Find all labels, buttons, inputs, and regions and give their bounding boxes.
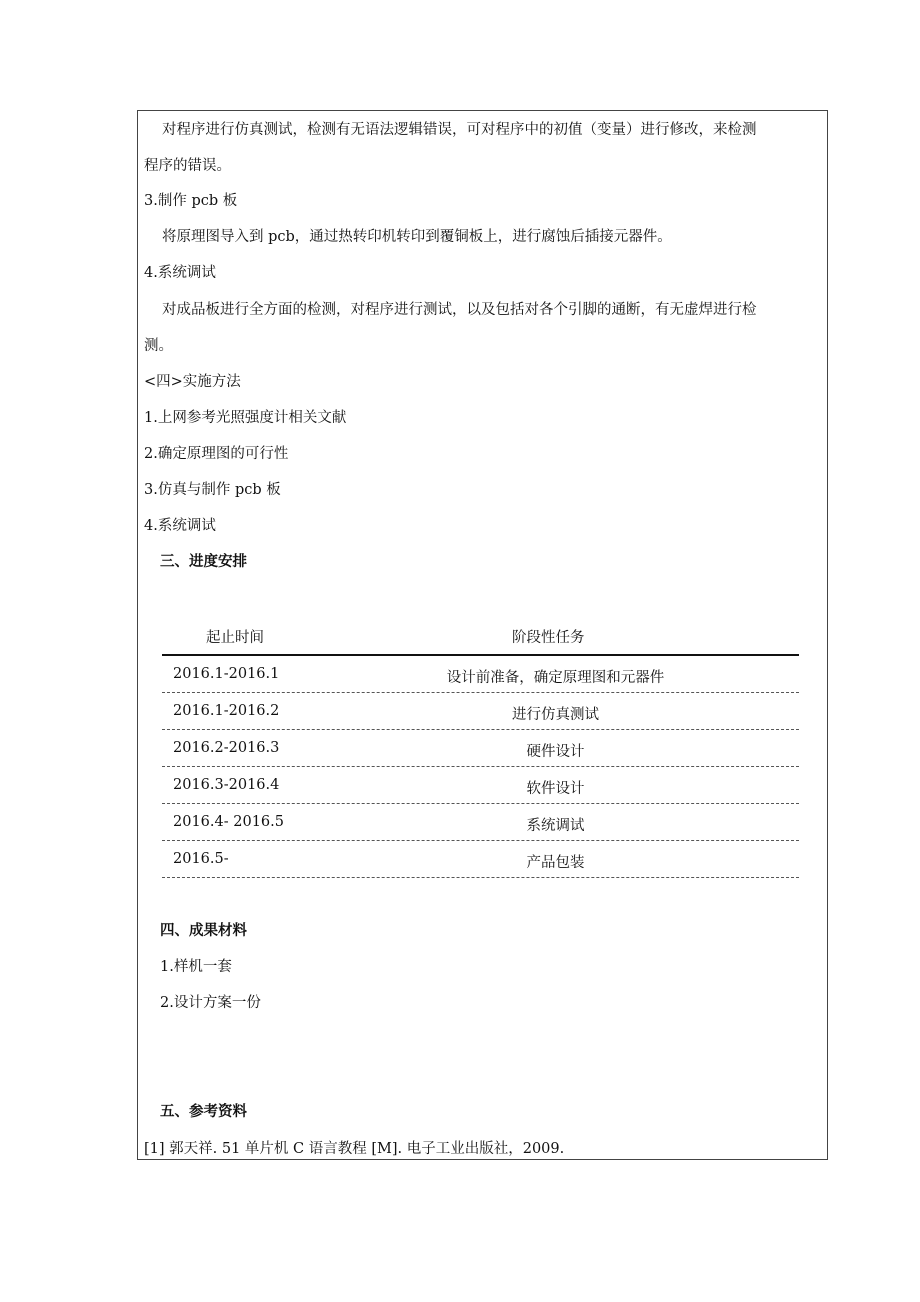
paragraph-line: 测。 [144,338,173,354]
reference-item: [1] 郭天祥. 51 单片机 C 语言教程 [M]. 电子工业出版社，2009. [144,1141,565,1157]
cell-task: 硬件设计 [526,744,585,760]
paragraph-line: 对程序进行仿真测试，检测有无语法逻辑错误，可对程序中的初值（变量）进行修改，来检测 [162,122,757,138]
cell-task: 进行仿真测试 [512,707,599,723]
table-row [162,656,799,693]
cell-period: 2016.3-2016.4 [173,777,280,793]
table-header [162,618,799,656]
list-item: 1.样机一套 [160,959,232,975]
cell-task: 系统调试 [526,818,585,834]
cell-period: 2016.1-2016.2 [173,703,280,719]
paragraph-line: 将原理图导入到 pcb，通过热转印机转印到覆铜板上，进行腐蚀后插接元器件。 [162,229,672,245]
subheading: 4.系统调试 [144,265,216,281]
table-row [162,767,799,804]
table-row [162,841,799,878]
paragraph-line: 程序的错误。 [144,158,231,174]
table-row [162,730,799,767]
subheading: 3.制作 pcb 板 [144,193,238,209]
cell-task: 产品包装 [526,855,585,871]
subheading: <四>实施方法 [144,374,241,390]
cell-period: 2016.2-2016.3 [173,740,280,756]
section-title: 五、参考资料 [160,1104,247,1120]
list-item: 1.上网参考光照强度计相关文献 [144,410,347,426]
cell-period: 2016.1-2016.1 [173,666,280,682]
table-row [162,804,799,841]
cell-task: 设计前准备，确定原理图和元器件 [446,670,665,686]
cell-task: 软件设计 [526,781,585,797]
list-item: 2.确定原理图的可行性 [144,446,289,462]
schedule-table [162,618,799,878]
section-title: 四、成果材料 [160,923,247,939]
header-task: 阶段性任务 [512,630,585,646]
list-item: 4.系统调试 [144,518,216,534]
paragraph-line: 对成品板进行全方面的检测，对程序进行测试，以及包括对各个引脚的通断，有无虚焊进行检 [162,302,757,318]
list-item: 3.仿真与制作 pcb 板 [144,482,281,498]
header-period: 起止时间 [206,630,264,646]
cell-period: 2016.5- [173,851,229,867]
section-title: 三、进度安排 [160,554,247,570]
cell-period: 2016.4- 2016.5 [173,814,284,830]
table-row [162,693,799,730]
list-item: 2.设计方案一份 [160,995,261,1011]
